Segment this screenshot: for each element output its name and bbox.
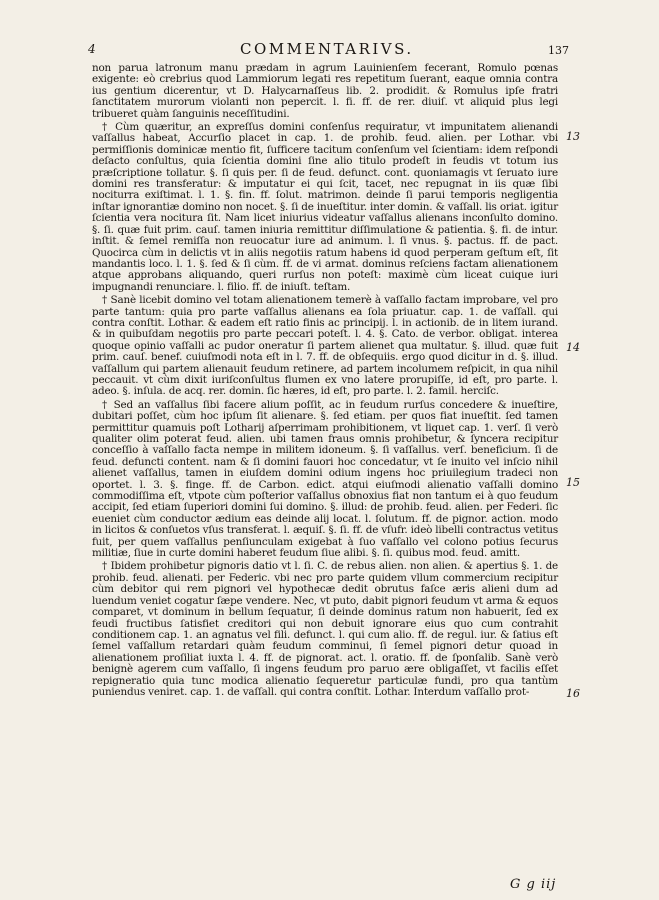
main-text	[92, 63, 558, 700]
running-head: COMMENTARIVS.	[240, 40, 414, 58]
paragraph: † Cùm quæritur, an expreſſus domini conſenſus requiratur, vt impunitatem alienandi vaſſallus habeat, Accurſio placet in cap. 1. de prohib. feud. alien. per Lothar. vbi permiſſionis dominicæ mentio fit, ſufficere tacitum conſenſum vel ſcientiam: idem reſpondi deſacto conſultus, quia ſcientia domini ſine alio titulo prodeſt in feudis vt totum ius præſcriptione tollatur. §. ſi quis per. ſi de feud. defunct. cont. quoniamagis vt ſeruato iure domini res transferatur: & imputatur ei qui ſcit, tacet, nec repugnat in iis quæ ſibi nociturra exiſtimat. l. 1. §. fin. ff. ſolut. matrimon. deinde ſi parui temporis negligentia inſtar ignorantiæ domino non nocet. §. ſi de inueſtitur. inter domin. & vaſſall. lis oriat. igitur ſcientia vera nocitura ſit. Nam licet iniurius videatur vaſſallus alienans inconſulto domino. §. ſi. quæ fuit prim. cauſ. tamen iniuria remittitur diſſimulatione & patientia. §. fi. de intur. inſtit. & ſemel remiſſa non reuocatur iure ad animum. l. ſi vnus. §. pactus. ff. de pact. Quocirca cùm in delictis vt in aliis negotiis ratum habens id quod perperam geſtum eſt, ſit mandantis loco. l. 1. §. ſed & ſi cùm. ff. de vi armat. dominus reſciens factam alienationem atque approbans aliquando, queri rurſus non poteſt: maximè cùm liceat cuique iuri impugnandi renunciare. l. filio. ff. de iniuſt. teſtam.	[92, 121, 558, 293]
folio-number: 137	[548, 44, 569, 57]
margin-number: 14	[566, 341, 580, 354]
paragraph: † Sed an vaſſallus ſibi facere alium poſſit, ac in feudum rurſus concedere & inueſtire, dubitari poſſet, cùm hoc ipſum ſit alienare. §. ſed etiam. per quos fiat inueſtit. ſed tamen permittitur quamuis poſt Lotharij aſperrimam prohibitionem, vt liquet cap. 1. verſ. ſi verò qualiter olim poterat feud. alien. ubi tamen fraus omnis prohibetur, & ſyncera recipitur conceſſio à vaſſallo facta nempe in militem idoneum. §. ſi vaſſallus. verſ. beneficium. ſi de feud. defuncti content. nam & ſi domini fauori hoc concedatur, vt ſe inuito vel inſcio nihil alienet vaſſallus, tamen in eiuſdem domini odium ingens hoc priuilegium tradeci non oportet. l. 3. §. finge. ff. de Carbon. edict. atqui eiuſmodi alienatio vaſſalli domino commodiſſima eſt, vtpote cùm poſterior vaſſallus obnoxius fiat non tantum ei à quo feudum accipit, ſed etiam ſuperiori domini ſui domino. §. illud: de prohib. feud. alien. per Federi. ſic eueniet cùm conductor ædium eas deinde alij locat. l. ſolutum. ff. de pignor. action. modo in licitos & conſuetos vſus transferat. l. æquiſ. §. ſi. ff. de vſufr. ideò libelli contractus vetitus fuit, per quem vaſſallus penſiunculam exigebat à ſuo vaſſallo vel colono potius ſecurus militiæ, ſiue in curte domini haberet feudum ſiue alibi. §. ſi. quibus mod. feud. amitt.	[92, 398, 558, 560]
signature-mark: G g iij	[510, 877, 557, 892]
paragraph: non parua latronum manu prædam in agrum Lauinienſem fecerant, Romulo pœnas exigente: eò crebrius quod Lammiorum legati res repetitum ſuerant, eaque omnia contra ius gentium dicerentur, vt D. Halycarnaſſeus lib. 2. prodidit. & Romulus ipſe fratri ſanctitatem murorum violanti non pepercit. l. fi. ff. de rer. diuiſ. vt aliquid plus legi tribueret quàm ſanguinis neceſſitudini.	[92, 62, 558, 120]
margin-number: 15	[566, 476, 580, 489]
paragraph: † Ibidem prohibetur pignoris datio vt l. ſi. C. de rebus alien. non alien. & apertius §. 1. de prohib. feud. alienati. per Federic. vbi nec pro parte quidem vllum commercium recipitur cùm debitor qui rem pignori vel hypothecæ dedit obrutus faſce æris alieni dum ad luendum veniet cogatur ſæpe vendere. Nec, vt puto, dabit pignori feudum vt arma & equos comparet, vt dominum in bellum ſequatur, ſi deinde dominus ratum non habuerit, ſed ex feudi fructibus ſatisfiet creditori qui non debuit ignorare eius quo cum contrahit conditionem cap. 1. an agnatus vel fili. defunct. l. qui cum alio. ff. de regul. iur. & ſatius eſt ſemel vaſſallum retardari quàm feudum comminui, ſi ſemel pignori detur quoad in alienationem proſiliat iuxta l. 4. ff. de pignorat. act. l. oratio. ff. de ſponſalib. Sanè verò benignè agerem cum vaſſallo, ſi ingens feudum pro paruo ære obligaſſet, vt facilis eſſet repigneratio quia tunc modica alienatio ſequeretur particulæ fundi, pro qua tantùm puniendus veniret. cap. 1. de vaſſall. qui contra conſtit. Lothar. Interdum vaſſallo prot-	[92, 560, 558, 698]
margin-number: 16	[566, 687, 580, 700]
paragraph: † Sanè licebit domino vel totam alienationem temerè à vaſſallo factam improbare, vel pro parte tantum: quia pro parte vaſſallus alienans ea ſola priuatur. cap. 1. de vaſſall. qui contra conſtit. Lothar. & eadem eſt ratio finis ac principij. l. in actionib. de in litem iurand. & in quibuſdam negotiis pro parte peccari poteſt. l. 4. §. Cato. de verbor. obligat. interea quoque opinio vaſſalli ac pudor oneratur ſi partem alienet qua multatur. §. illud. quæ fuit prim. cauſ. benef. cuiuſmodi nota eſt in l. 7. ff. de obſequiis. ergo quod dicitur in d. §. illud. vaſſallum qui partem alienauit feudum retinere, ad partem incolumem reſpicit, in qua nihil peccauit. vt cùm dixit iuriſconſultus flumen ex vno latere prorupiſſe, id eſt, pro parte. l. adeo. §. inſula. de acq. rer. domin. ſic hæres, id eſt, pro parte. l. 2. famil. herciſc.	[92, 294, 558, 398]
corner-mark: 4	[88, 42, 96, 56]
margin-number: 13	[566, 130, 580, 143]
